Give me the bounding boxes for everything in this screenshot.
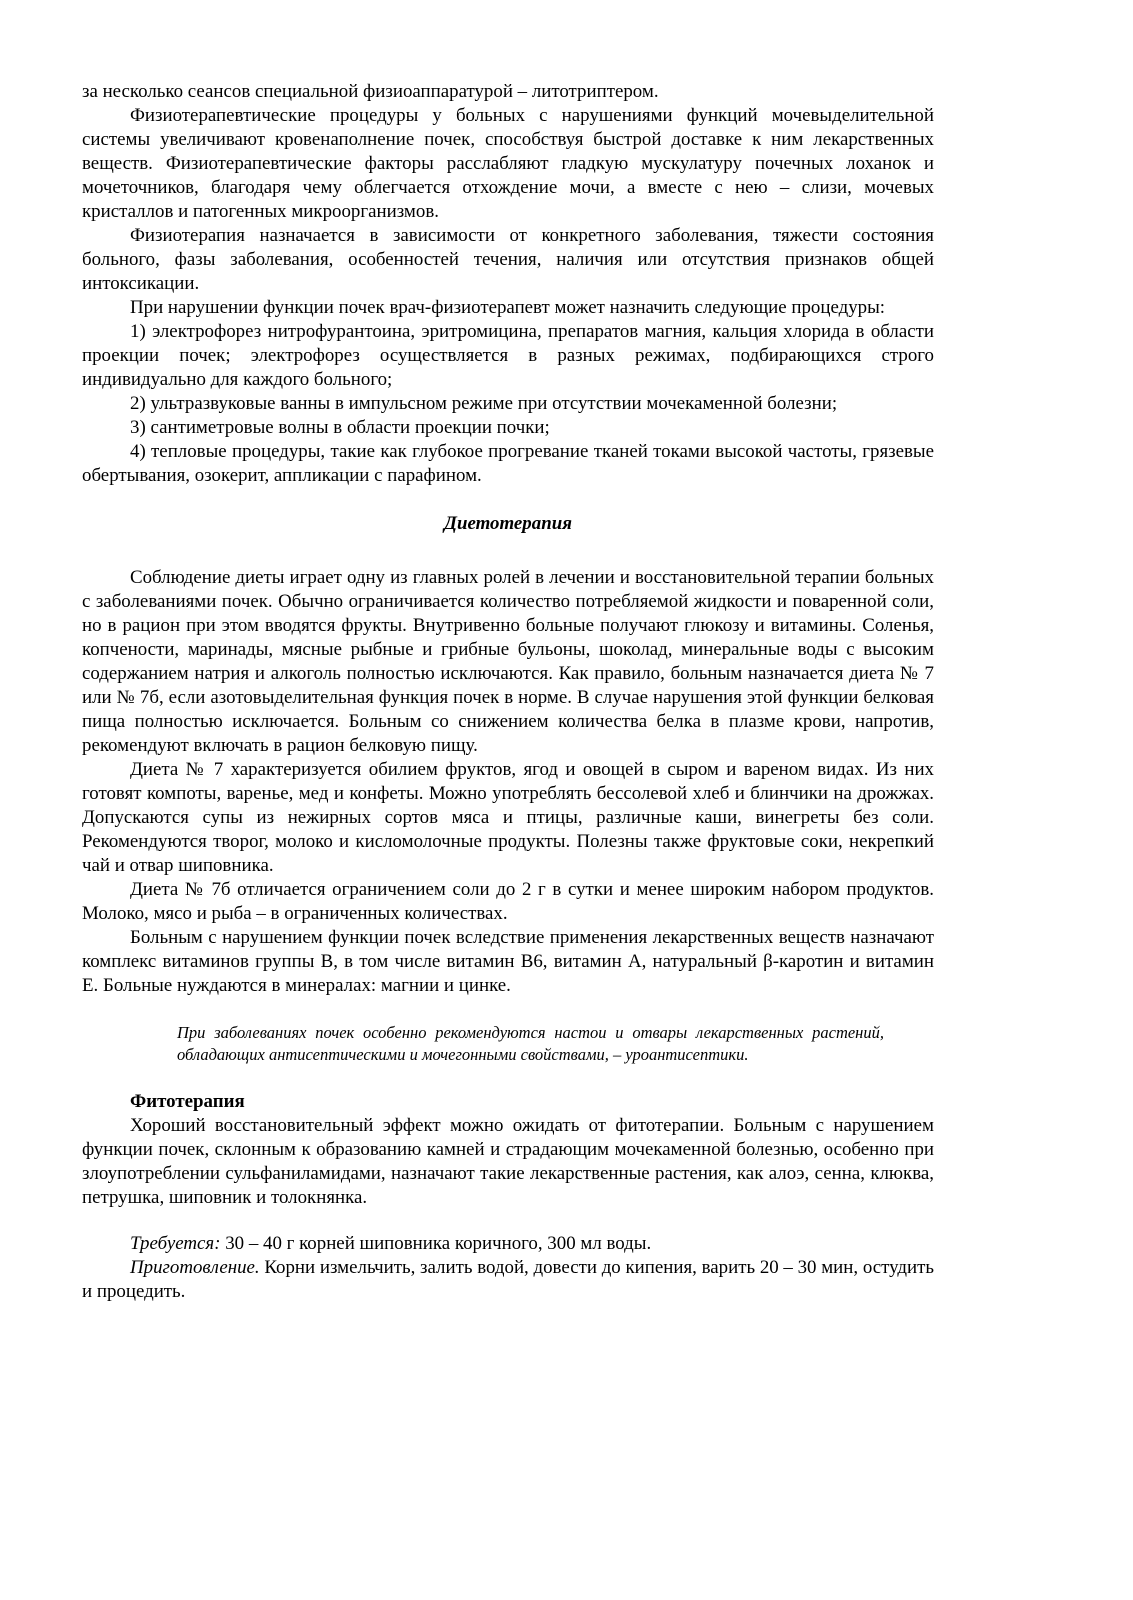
physio-paragraph-1: Физиотерапевтические процедуры у больных с нарушениями функций мочевыделительной системы увеличивают кровенаполнение почек, способствуя быстрой доставке к ним лекарственных веществ. Физиотерапевтические факторы расслабляют гладкую мускулатуру почечных лоханок и мочеточников, благодаря чему облегчается отхождение мочи, а вместе с нею – слизи, мочевых кристаллов и патогенных микроорганизмов. bbox=[82, 105, 934, 222]
procedure-item-2: 2) ультразвуковые ванны в импульсном режиме при отсутствии мочекаменной болезни; bbox=[130, 393, 838, 414]
recipe-preparation bbox=[82, 1256, 934, 1304]
preparation-text: Корни измельчить, залить водой, довести до кипения, варить 20 – 30 мин, остудить и процедить. bbox=[82, 1257, 934, 1302]
physio-paragraph-2: Физиотерапия назначается в зависимости от конкретного заболевания, тяжести состояния больного, фазы заболевания, особенностей течения, наличия или отсутствия признаков общей интоксикации. bbox=[82, 225, 934, 294]
procedure-item-3: 3) сантиметровые волны в области проекции почки; bbox=[130, 417, 550, 438]
physio-paragraph-3: При нарушении функции почек врач-физиотерапевт может назначить следующие процедуры: bbox=[130, 297, 886, 318]
diet-paragraph-4: Больным с нарушением функции почек вследствие применения лекарственных веществ назначают комплекс витаминов группы В, в том числе витамин В6, витамин А, натуральный β-каротин и витамин Е. Больные нуждаются в минералах: магнии и цинке. bbox=[82, 927, 934, 996]
phyto-heading: Фитотерапия bbox=[130, 1091, 245, 1112]
preparation-label: Приготовление. bbox=[130, 1257, 260, 1278]
procedure-item-4: 4) тепловые процедуры, такие как глубокое прогревание тканей токами высокой частоты, грязевые обертывания, озокерит, аппликации с парафином. bbox=[82, 441, 934, 486]
diet-paragraph-3: Диета № 7б отличается ограничением соли до 2 г в сутки и менее широким набором продуктов. Молоко, мясо и рыба – в ограниченных количествах. bbox=[82, 879, 934, 924]
callout-note: При заболеваниях почек особенно рекомендуются настои и отвары лекарственных растений, обладающих антисептическими и мочегонными свойствами, – уроантисептики. bbox=[177, 1023, 884, 1064]
requirements-label: Требуется: bbox=[130, 1233, 221, 1254]
recipe-requirements bbox=[82, 1232, 934, 1256]
diet-paragraph-2: Диета № 7 характеризуется обилием фруктов, ягод и овощей в сыром и вареном видах. Из них готовят компоты, варенье, мед и конфеты. Можно употреблять бессолевой хлеб и блинчики на дрожжах. Допускаются супы из нежирных сортов мяса и птицы, различные каши, винегреты без соли. Рекомендуются творог, молоко и кисломолочные продукты. Полезны также фруктовые соки, некрепкий чай и отвар шиповника. bbox=[82, 759, 934, 876]
diet-heading: Диетотерапия bbox=[444, 513, 572, 534]
text-line: за несколько сеансов специальной физиоаппаратурой – литотриптером. bbox=[82, 81, 659, 102]
diet-paragraph-1: Соблюдение диеты играет одну из главных ролей в лечении и восстановительной терапии больных с заболеваниями почек. Обычно ограничивается количество потребляемой жидкости и поваренной соли, но в рацион при этом вводятся фрукты. Внутривенно больные получают глюкозу и витамины. Соленья, копчености, маринады, мясные рыбные и грибные бульоны, шоколад, минеральные воды с высоким содержанием натрия и алкоголь полностью исключаются. Как правило, больным назначается диета № 7 или № 7б, если азотовыделительная функция почек в норме. В случае нарушения этой функции белковая пища полностью исключается. Больным со снижением количества белка в плазме крови, напротив, рекомендуют включать в рацион белковую пищу. bbox=[82, 567, 934, 756]
document-page bbox=[82, 80, 934, 1304]
requirements-text: 30 – 40 г корней шиповника коричного, 300 мл воды. bbox=[220, 1233, 652, 1254]
spacer bbox=[82, 1210, 934, 1232]
phyto-paragraph-1: Хороший восстановительный эффект можно ожидать от фитотерапии. Больным с нарушением функции почек, склонным к образованию камней и страдающим мочекаменной болезнью, особенно при злоупотреблении сульфаниламидами, назначают такие лекарственные растения, как алоэ, сенна, клюква, петрушка, шиповник и толокнянка. bbox=[82, 1115, 934, 1208]
procedure-item-1: 1) электрофорез нитрофурантоина, эритромицина, препаратов магния, кальция хлорида в области проекции почек; электрофорез осуществляется в разных режимах, подбирающихся строго индивидуально для каждого больного; bbox=[82, 321, 934, 390]
